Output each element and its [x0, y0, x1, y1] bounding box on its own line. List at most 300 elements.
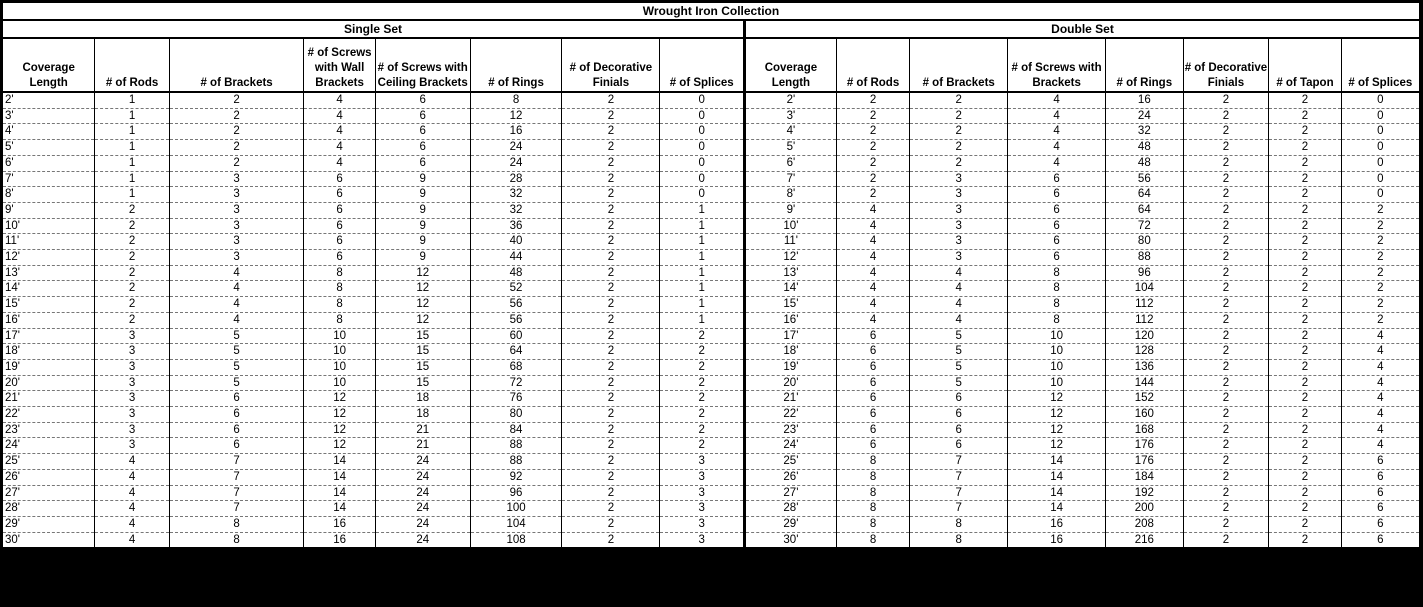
single-value-cell: 1: [660, 281, 745, 297]
double-value-cell: 2: [1269, 454, 1341, 470]
double-value-cell: 4: [1341, 375, 1420, 391]
single-value-cell: 0: [660, 92, 745, 108]
single-coverage-cell: 19': [2, 359, 95, 375]
single-value-cell: 10: [304, 344, 375, 360]
single-value-cell: 12: [375, 297, 470, 313]
double-value-cell: 2: [1183, 532, 1269, 548]
single-header-cell: # of Brackets: [169, 38, 304, 92]
double-coverage-cell: 26': [745, 469, 837, 485]
double-value-cell: 2: [1269, 234, 1341, 250]
single-coverage-cell: 9': [2, 202, 95, 218]
single-value-cell: 2: [562, 234, 660, 250]
table-row: [2, 265, 1420, 281]
double-value-cell: 192: [1106, 485, 1184, 501]
table-row: [2, 438, 1420, 454]
single-value-cell: 4: [95, 516, 169, 532]
double-value-cell: 112: [1106, 312, 1184, 328]
single-value-cell: 2: [562, 312, 660, 328]
double-value-cell: 2: [1183, 454, 1269, 470]
double-value-cell: 5: [910, 344, 1008, 360]
table-row: [2, 108, 1420, 124]
single-value-cell: 96: [470, 485, 562, 501]
double-value-cell: 2: [1269, 140, 1341, 156]
single-value-cell: 2: [562, 375, 660, 391]
double-value-cell: 4: [836, 202, 909, 218]
single-value-cell: 24: [375, 516, 470, 532]
double-coverage-cell: 12': [745, 250, 837, 266]
single-coverage-cell: 8': [2, 187, 95, 203]
single-value-cell: 9: [375, 202, 470, 218]
double-value-cell: 14: [1008, 485, 1106, 501]
double-header-cell: Coverage Length: [745, 38, 837, 92]
single-value-cell: 2: [95, 297, 169, 313]
double-header-cell: # of Splices: [1341, 38, 1420, 92]
double-value-cell: 2: [1269, 265, 1341, 281]
double-value-cell: 2: [1183, 328, 1269, 344]
double-value-cell: 4: [1008, 140, 1106, 156]
double-value-cell: 2: [1183, 234, 1269, 250]
double-value-cell: 2: [1183, 108, 1269, 124]
single-value-cell: 0: [660, 187, 745, 203]
single-value-cell: 7: [169, 454, 304, 470]
double-value-cell: 0: [1341, 92, 1420, 108]
double-value-cell: 4: [1341, 407, 1420, 423]
single-value-cell: 4: [95, 485, 169, 501]
single-value-cell: 21: [375, 422, 470, 438]
single-value-cell: 24: [375, 454, 470, 470]
single-header-cell: # of Decorative Finials: [562, 38, 660, 92]
double-value-cell: 2: [1269, 438, 1341, 454]
double-value-cell: 7: [910, 454, 1008, 470]
double-value-cell: 2: [1269, 407, 1341, 423]
double-coverage-cell: 10': [745, 218, 837, 234]
single-value-cell: 6: [304, 187, 375, 203]
double-value-cell: 2: [1269, 344, 1341, 360]
double-value-cell: 2: [1183, 155, 1269, 171]
single-coverage-cell: 4': [2, 124, 95, 140]
single-value-cell: 7: [169, 501, 304, 517]
table-row: [2, 218, 1420, 234]
single-coverage-cell: 26': [2, 469, 95, 485]
single-value-cell: 0: [660, 155, 745, 171]
double-value-cell: 4: [910, 312, 1008, 328]
single-value-cell: 4: [304, 155, 375, 171]
single-value-cell: 32: [470, 187, 562, 203]
double-value-cell: 80: [1106, 234, 1184, 250]
double-value-cell: 6: [836, 344, 909, 360]
single-value-cell: 1: [660, 202, 745, 218]
single-value-cell: 12: [375, 281, 470, 297]
table-row: [2, 140, 1420, 156]
single-value-cell: 2: [562, 187, 660, 203]
single-coverage-cell: 11': [2, 234, 95, 250]
double-value-cell: 6: [910, 407, 1008, 423]
double-value-cell: 6: [910, 422, 1008, 438]
double-value-cell: 2: [1341, 218, 1420, 234]
double-value-cell: 4: [1341, 328, 1420, 344]
single-coverage-cell: 5': [2, 140, 95, 156]
double-value-cell: 2: [1183, 124, 1269, 140]
double-value-cell: 176: [1106, 454, 1184, 470]
double-value-cell: 6: [910, 438, 1008, 454]
double-coverage-cell: 14': [745, 281, 837, 297]
double-value-cell: 2: [1183, 407, 1269, 423]
double-value-cell: 10: [1008, 359, 1106, 375]
single-value-cell: 24: [470, 140, 562, 156]
double-value-cell: 0: [1341, 140, 1420, 156]
single-value-cell: 6: [375, 140, 470, 156]
double-value-cell: 168: [1106, 422, 1184, 438]
single-value-cell: 6: [375, 92, 470, 108]
double-value-cell: 184: [1106, 469, 1184, 485]
single-value-cell: 4: [304, 92, 375, 108]
table-row: [2, 202, 1420, 218]
double-coverage-cell: 15': [745, 297, 837, 313]
double-value-cell: 152: [1106, 391, 1184, 407]
single-value-cell: 5: [169, 359, 304, 375]
double-value-cell: 2: [1183, 375, 1269, 391]
single-value-cell: 2: [562, 281, 660, 297]
double-value-cell: 2: [1341, 281, 1420, 297]
single-header-cell: # of Splices: [660, 38, 745, 92]
wrought-iron-table: [1, 1, 1421, 549]
single-value-cell: 3: [95, 375, 169, 391]
double-coverage-cell: 17': [745, 328, 837, 344]
double-value-cell: 88: [1106, 250, 1184, 266]
single-coverage-cell: 16': [2, 312, 95, 328]
double-value-cell: 2: [910, 155, 1008, 171]
single-value-cell: 2: [169, 140, 304, 156]
double-value-cell: 8: [1008, 265, 1106, 281]
single-value-cell: 1: [660, 312, 745, 328]
double-value-cell: 5: [910, 375, 1008, 391]
single-value-cell: 2: [95, 281, 169, 297]
double-value-cell: 144: [1106, 375, 1184, 391]
group-single-set: Single Set: [2, 20, 745, 38]
double-value-cell: 8: [1008, 297, 1106, 313]
single-value-cell: 3: [660, 516, 745, 532]
double-value-cell: 14: [1008, 454, 1106, 470]
double-value-cell: 16: [1008, 516, 1106, 532]
double-coverage-cell: 30': [745, 532, 837, 548]
double-value-cell: 4: [1341, 422, 1420, 438]
single-value-cell: 24: [375, 485, 470, 501]
double-value-cell: 2: [1183, 218, 1269, 234]
single-value-cell: 2: [95, 265, 169, 281]
single-value-cell: 3: [660, 501, 745, 517]
single-value-cell: 15: [375, 328, 470, 344]
double-coverage-cell: 19': [745, 359, 837, 375]
double-value-cell: 6: [1341, 516, 1420, 532]
single-value-cell: 2: [562, 501, 660, 517]
double-value-cell: 14: [1008, 469, 1106, 485]
single-value-cell: 2: [660, 359, 745, 375]
double-value-cell: 6: [1341, 469, 1420, 485]
double-value-cell: 56: [1106, 171, 1184, 187]
double-value-cell: 2: [836, 140, 909, 156]
single-coverage-cell: 12': [2, 250, 95, 266]
single-value-cell: 92: [470, 469, 562, 485]
double-value-cell: 120: [1106, 328, 1184, 344]
double-value-cell: 32: [1106, 124, 1184, 140]
single-value-cell: 2: [562, 108, 660, 124]
single-value-cell: 2: [95, 202, 169, 218]
double-value-cell: 128: [1106, 344, 1184, 360]
single-value-cell: 3: [169, 187, 304, 203]
single-value-cell: 2: [169, 92, 304, 108]
double-value-cell: 8: [836, 532, 909, 548]
table-row: [2, 422, 1420, 438]
table-row: [2, 501, 1420, 517]
single-value-cell: 2: [95, 250, 169, 266]
single-value-cell: 16: [304, 516, 375, 532]
double-value-cell: 3: [910, 202, 1008, 218]
double-value-cell: 8: [1008, 281, 1106, 297]
double-coverage-cell: 2': [745, 92, 837, 108]
double-coverage-cell: 7': [745, 171, 837, 187]
single-value-cell: 2: [562, 218, 660, 234]
double-value-cell: 2: [1269, 218, 1341, 234]
single-value-cell: 3: [95, 328, 169, 344]
double-value-cell: 4: [1341, 391, 1420, 407]
single-value-cell: 12: [375, 312, 470, 328]
single-value-cell: 15: [375, 344, 470, 360]
double-value-cell: 2: [1269, 312, 1341, 328]
double-value-cell: 2: [1269, 375, 1341, 391]
double-value-cell: 216: [1106, 532, 1184, 548]
single-value-cell: 48: [470, 265, 562, 281]
single-value-cell: 3: [169, 171, 304, 187]
single-value-cell: 2: [562, 202, 660, 218]
single-value-cell: 4: [169, 312, 304, 328]
single-value-cell: 10: [304, 359, 375, 375]
single-value-cell: 56: [470, 312, 562, 328]
double-value-cell: 10: [1008, 328, 1106, 344]
double-value-cell: 4: [1341, 359, 1420, 375]
single-value-cell: 4: [304, 124, 375, 140]
single-value-cell: 3: [169, 234, 304, 250]
double-value-cell: 2: [1269, 359, 1341, 375]
single-value-cell: 12: [375, 265, 470, 281]
single-value-cell: 3: [660, 454, 745, 470]
table-row: [2, 250, 1420, 266]
single-header-cell: # of Rods: [95, 38, 169, 92]
single-value-cell: 6: [375, 155, 470, 171]
group-double-set: Double Set: [745, 20, 1420, 38]
double-coverage-cell: 13': [745, 265, 837, 281]
table-row: [2, 92, 1420, 108]
double-value-cell: 16: [1008, 532, 1106, 548]
single-value-cell: 2: [660, 344, 745, 360]
single-value-cell: 24: [375, 469, 470, 485]
single-value-cell: 24: [470, 155, 562, 171]
double-coverage-cell: 29': [745, 516, 837, 532]
double-value-cell: 2: [1269, 202, 1341, 218]
single-value-cell: 2: [562, 469, 660, 485]
single-value-cell: 8: [169, 516, 304, 532]
single-value-cell: 104: [470, 516, 562, 532]
single-value-cell: 0: [660, 124, 745, 140]
single-header-cell: Coverage Length: [2, 38, 95, 92]
single-value-cell: 6: [169, 407, 304, 423]
single-value-cell: 2: [169, 108, 304, 124]
double-value-cell: 6: [1008, 187, 1106, 203]
double-value-cell: 2: [910, 140, 1008, 156]
single-value-cell: 1: [660, 250, 745, 266]
double-value-cell: 2: [1183, 501, 1269, 517]
single-value-cell: 68: [470, 359, 562, 375]
double-value-cell: 6: [1341, 532, 1420, 548]
single-value-cell: 1: [95, 171, 169, 187]
single-value-cell: 5: [169, 375, 304, 391]
single-value-cell: 2: [660, 391, 745, 407]
table-row: [2, 171, 1420, 187]
single-value-cell: 4: [169, 281, 304, 297]
double-coverage-cell: 28': [745, 501, 837, 517]
double-coverage-cell: 23': [745, 422, 837, 438]
table-row: [2, 312, 1420, 328]
single-value-cell: 1: [95, 108, 169, 124]
single-value-cell: 18: [375, 391, 470, 407]
double-value-cell: 2: [1183, 281, 1269, 297]
single-value-cell: 3: [169, 250, 304, 266]
single-value-cell: 3: [660, 469, 745, 485]
single-value-cell: 1: [95, 92, 169, 108]
double-value-cell: 12: [1008, 438, 1106, 454]
table-row: [2, 407, 1420, 423]
double-value-cell: 2: [1183, 438, 1269, 454]
double-value-cell: 2: [1183, 344, 1269, 360]
single-value-cell: 2: [562, 265, 660, 281]
single-value-cell: 14: [304, 454, 375, 470]
single-value-cell: 2: [169, 155, 304, 171]
double-value-cell: 2: [910, 108, 1008, 124]
double-value-cell: 6: [1008, 218, 1106, 234]
single-value-cell: 4: [304, 108, 375, 124]
table-row: [2, 297, 1420, 313]
double-value-cell: 12: [1008, 391, 1106, 407]
double-value-cell: 8: [836, 485, 909, 501]
single-value-cell: 40: [470, 234, 562, 250]
single-coverage-cell: 3': [2, 108, 95, 124]
single-value-cell: 2: [562, 422, 660, 438]
single-value-cell: 2: [169, 124, 304, 140]
single-value-cell: 4: [95, 501, 169, 517]
single-value-cell: 9: [375, 187, 470, 203]
single-value-cell: 1: [95, 124, 169, 140]
single-value-cell: 8: [304, 281, 375, 297]
double-value-cell: 2: [1341, 312, 1420, 328]
double-value-cell: 2: [1183, 391, 1269, 407]
double-value-cell: 6: [1008, 250, 1106, 266]
single-value-cell: 60: [470, 328, 562, 344]
single-value-cell: 1: [95, 187, 169, 203]
double-value-cell: 3: [910, 250, 1008, 266]
double-value-cell: 2: [1183, 250, 1269, 266]
double-value-cell: 2: [1269, 328, 1341, 344]
single-value-cell: 24: [375, 532, 470, 548]
single-coverage-cell: 25': [2, 454, 95, 470]
double-value-cell: 6: [1341, 454, 1420, 470]
double-value-cell: 2: [1269, 422, 1341, 438]
single-value-cell: 72: [470, 375, 562, 391]
double-value-cell: 2: [1269, 469, 1341, 485]
double-value-cell: 3: [910, 187, 1008, 203]
double-value-cell: 2: [1183, 92, 1269, 108]
single-value-cell: 18: [375, 407, 470, 423]
single-value-cell: 2: [562, 171, 660, 187]
double-value-cell: 4: [910, 265, 1008, 281]
single-value-cell: 0: [660, 108, 745, 124]
double-header-cell: # of Brackets: [910, 38, 1008, 92]
double-value-cell: 200: [1106, 501, 1184, 517]
double-value-cell: 6: [1008, 202, 1106, 218]
single-value-cell: 3: [95, 391, 169, 407]
double-value-cell: 2: [1269, 92, 1341, 108]
double-value-cell: 2: [1269, 171, 1341, 187]
single-coverage-cell: 29': [2, 516, 95, 532]
double-value-cell: 2: [836, 92, 909, 108]
single-coverage-cell: 24': [2, 438, 95, 454]
double-value-cell: 0: [1341, 187, 1420, 203]
double-value-cell: 4: [836, 265, 909, 281]
double-value-cell: 176: [1106, 438, 1184, 454]
single-value-cell: 2: [562, 155, 660, 171]
double-value-cell: 2: [1269, 391, 1341, 407]
single-value-cell: 3: [660, 532, 745, 548]
single-value-cell: 2: [562, 454, 660, 470]
single-value-cell: 6: [304, 171, 375, 187]
double-coverage-cell: 24': [745, 438, 837, 454]
table-row: [2, 234, 1420, 250]
single-value-cell: 8: [470, 92, 562, 108]
single-value-cell: 3: [95, 344, 169, 360]
single-value-cell: 2: [95, 218, 169, 234]
double-value-cell: 4: [1341, 438, 1420, 454]
single-value-cell: 12: [304, 407, 375, 423]
single-value-cell: 6: [304, 234, 375, 250]
single-value-cell: 1: [95, 140, 169, 156]
single-value-cell: 4: [304, 140, 375, 156]
double-value-cell: 6: [1341, 501, 1420, 517]
double-value-cell: 6: [836, 422, 909, 438]
double-value-cell: 6: [1008, 171, 1106, 187]
single-coverage-cell: 22': [2, 407, 95, 423]
double-value-cell: 2: [1183, 297, 1269, 313]
double-coverage-cell: 27': [745, 485, 837, 501]
table-row: [2, 375, 1420, 391]
single-value-cell: 8: [304, 297, 375, 313]
single-value-cell: 10: [304, 328, 375, 344]
double-value-cell: 2: [1269, 501, 1341, 517]
double-value-cell: 72: [1106, 218, 1184, 234]
single-coverage-cell: 21': [2, 391, 95, 407]
double-value-cell: 2: [1269, 485, 1341, 501]
double-value-cell: 2: [836, 108, 909, 124]
single-value-cell: 2: [660, 422, 745, 438]
double-value-cell: 3: [910, 171, 1008, 187]
single-value-cell: 2: [562, 391, 660, 407]
double-header-cell: # of Rods: [836, 38, 909, 92]
single-coverage-cell: 15': [2, 297, 95, 313]
double-value-cell: 136: [1106, 359, 1184, 375]
single-value-cell: 64: [470, 344, 562, 360]
single-value-cell: 2: [562, 92, 660, 108]
double-value-cell: 7: [910, 501, 1008, 517]
double-coverage-cell: 8': [745, 187, 837, 203]
double-value-cell: 5: [910, 359, 1008, 375]
double-value-cell: 2: [1183, 202, 1269, 218]
